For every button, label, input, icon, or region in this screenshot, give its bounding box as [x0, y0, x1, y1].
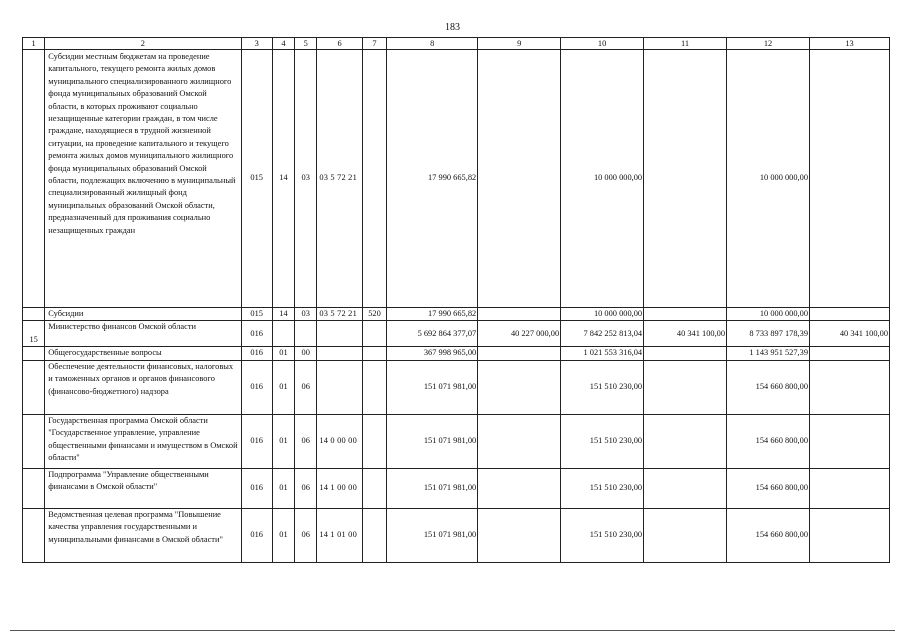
page-number: 183: [445, 22, 460, 33]
section-code: 01: [272, 508, 294, 562]
column-number: 9: [478, 38, 561, 50]
subsection-code: 06: [295, 360, 317, 414]
target-article-code: 14 1 01 00: [317, 508, 363, 562]
amount-col10: 151 510 230,00: [561, 508, 644, 562]
table-row: [23, 321, 890, 347]
target-article-code: [317, 360, 363, 414]
amount-col8: 151 071 981,00: [387, 508, 478, 562]
target-article-code: [317, 347, 363, 360]
column-number: 8: [387, 38, 478, 50]
section-code: 01: [272, 347, 294, 360]
row-number: [23, 347, 45, 360]
ministry-code: 016: [241, 414, 272, 468]
column-number: 11: [644, 38, 727, 50]
subsection-code: 06: [295, 508, 317, 562]
amount-col11: [644, 414, 727, 468]
table-row: [23, 347, 890, 360]
expense-type-code: [362, 347, 386, 360]
amount-col11: [644, 308, 727, 321]
target-article-code: [317, 321, 363, 347]
column-number: 1: [23, 38, 45, 50]
amount-col13: [810, 347, 890, 360]
ministry-code: 016: [241, 321, 272, 347]
amount-col9: [478, 468, 561, 508]
ministry-code: 016: [241, 360, 272, 414]
column-number: 6: [317, 38, 363, 50]
row-description: Министерство финансов Омской области: [45, 321, 241, 347]
amount-col11: [644, 347, 727, 360]
amount-col13: [810, 414, 890, 468]
row-description: Субсидии: [45, 308, 241, 321]
amount-col10: 1 021 553 316,04: [561, 347, 644, 360]
amount-col8: 17 990 665,82: [387, 50, 478, 308]
column-number: 4: [272, 38, 294, 50]
amount-col12: 8 733 897 178,39: [727, 321, 810, 347]
section-code: 14: [272, 308, 294, 321]
amount-col8: 5 692 864 377,07: [387, 321, 478, 347]
table-row: [23, 50, 890, 308]
ministry-code: 016: [241, 347, 272, 360]
amount-col9: [478, 50, 561, 308]
amount-col12: 154 660 800,00: [727, 468, 810, 508]
table-row: [23, 508, 890, 562]
row-description: Общегосударственные вопросы: [45, 347, 241, 360]
table-row: [23, 308, 890, 321]
amount-col9: 40 227 000,00: [478, 321, 561, 347]
amount-col13: [810, 468, 890, 508]
column-number: 2: [45, 38, 241, 50]
amount-col12: 1 143 951 527,39: [727, 347, 810, 360]
ministry-code: 015: [241, 308, 272, 321]
column-number: 5: [295, 38, 317, 50]
subsection-code: [295, 321, 317, 347]
section-code: 01: [272, 360, 294, 414]
ministry-code: 016: [241, 508, 272, 562]
section-code: 01: [272, 468, 294, 508]
row-number: [23, 50, 45, 308]
amount-col10: 151 510 230,00: [561, 414, 644, 468]
row-description: Ведомственная целевая программа "Повышение качества управления государственными и муниципальными финансами в Омской области": [45, 508, 241, 562]
amount-col11: [644, 468, 727, 508]
expense-type-code: [362, 468, 386, 508]
column-number-row: [23, 38, 890, 50]
ministry-code: 015: [241, 50, 272, 308]
column-number: 3: [241, 38, 272, 50]
subsection-code: 03: [295, 50, 317, 308]
amount-col8: 151 071 981,00: [387, 468, 478, 508]
table-row: [23, 414, 890, 468]
amount-col10: 10 000 000,00: [561, 308, 644, 321]
amount-col8: 151 071 981,00: [387, 414, 478, 468]
amount-col12: 154 660 800,00: [727, 360, 810, 414]
amount-col11: [644, 508, 727, 562]
section-code: 01: [272, 414, 294, 468]
expense-type-code: [362, 508, 386, 562]
column-number: 13: [810, 38, 890, 50]
target-article-code: 14 0 00 00: [317, 414, 363, 468]
subsection-code: 06: [295, 414, 317, 468]
target-article-code: 03 5 72 21: [317, 308, 363, 321]
subsection-code: 03: [295, 308, 317, 321]
amount-col13: [810, 50, 890, 308]
amount-col9: [478, 347, 561, 360]
expense-type-code: [362, 414, 386, 468]
row-number: [23, 308, 45, 321]
row-number: 15: [23, 321, 45, 347]
target-article-code: 03 5 72 21: [317, 50, 363, 308]
amount-col13: [810, 308, 890, 321]
amount-col9: [478, 414, 561, 468]
amount-col9: [478, 508, 561, 562]
expense-type-code: [362, 360, 386, 414]
amount-col11: [644, 50, 727, 308]
amount-col12: 154 660 800,00: [727, 508, 810, 562]
row-description: Обеспечение деятельности финансовых, налоговых и таможенных органов и органов финансового (финансово-бюджетного) надзора: [45, 360, 241, 414]
ministry-code: 016: [241, 468, 272, 508]
amount-col8: 367 998 965,00: [387, 347, 478, 360]
row-number: [23, 414, 45, 468]
page-bottom-edge: [10, 630, 895, 631]
table-row: [23, 468, 890, 508]
amount-col12: 10 000 000,00: [727, 50, 810, 308]
expense-type-code: [362, 50, 386, 308]
subsection-code: 00: [295, 347, 317, 360]
expense-type-code: 520: [362, 308, 386, 321]
amount-col13: [810, 360, 890, 414]
row-description: Подпрограмма "Управление общественными финансами в Омской области": [45, 468, 241, 508]
amount-col12: 10 000 000,00: [727, 308, 810, 321]
amount-col10: 7 842 252 813,04: [561, 321, 644, 347]
row-description: Государственная программа Омской области "Государственное управление, управление общественными финансами и имуществом в Омской области": [45, 414, 241, 468]
amount-col12: 154 660 800,00: [727, 414, 810, 468]
amount-col8: 17 990 665,82: [387, 308, 478, 321]
budget-table: [22, 37, 890, 563]
row-number: [23, 468, 45, 508]
amount-col10: 151 510 230,00: [561, 360, 644, 414]
amount-col9: [478, 360, 561, 414]
amount-col9: [478, 308, 561, 321]
row-number: [23, 360, 45, 414]
column-number: 7: [362, 38, 386, 50]
row-description: Субсидии местным бюджетам на проведение капитального, текущего ремонта жилых домов муниципального специализированного жилищного фонда муниципальных образований Омской области, в которых проживают социально незащищенные категории граждан, в том числе граждане, находящиеся в трудной жизненной ситуации, на проведение капитального и текущего ремонта жилых домов муниципального жилищного фонда муниципальных образований Омской области, подлежащих включению в муниципальный специализированный жилищный фонд муниципальных образований Омской области, предназначенный для проживания социально незащищенных граждан: [45, 50, 241, 308]
expense-type-code: [362, 321, 386, 347]
column-number: 10: [561, 38, 644, 50]
target-article-code: 14 1 00 00: [317, 468, 363, 508]
section-code: [272, 321, 294, 347]
amount-col8: 151 071 981,00: [387, 360, 478, 414]
amount-col11: [644, 360, 727, 414]
amount-col11: 40 341 100,00: [644, 321, 727, 347]
amount-col10: 151 510 230,00: [561, 468, 644, 508]
table-row: [23, 360, 890, 414]
subsection-code: 06: [295, 468, 317, 508]
amount-col13: [810, 508, 890, 562]
amount-col13: 40 341 100,00: [810, 321, 890, 347]
row-number: [23, 508, 45, 562]
amount-col10: 10 000 000,00: [561, 50, 644, 308]
column-number: 12: [727, 38, 810, 50]
section-code: 14: [272, 50, 294, 308]
